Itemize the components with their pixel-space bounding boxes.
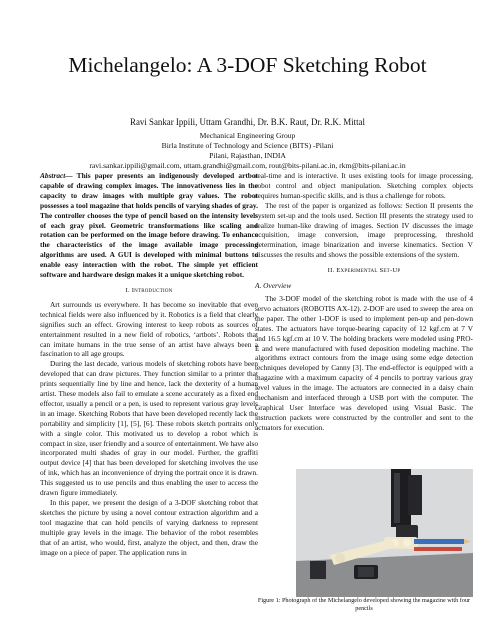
right-column: [255, 171, 473, 433]
affiliation-department: Mechanical Engineering Group: [199, 131, 296, 140]
left-column: [40, 171, 258, 557]
subsection-heading-overview: A. Overview: [255, 281, 292, 291]
overview-paragraph: The 3-DOF model of the sketching robot is made with the use of 4 servo actuators (ROBOTIS AX-12). 2-DOF are used to sweep the area on the paper. The other 1-DOF is used to implement pen-up and pen-down states. The actuators have torque-bearing capacity of 12 kgf.cm at 7 V and 16.5 kgf.cm at 10 V. The holding brackets were modeled using PRO-E and were manufactured with fused deposition modeling machine. The algorithms extract contours from the image using some edge detection techniques developed by Canny [3]. The end-effector is equipped with a magazine with a maximum capacity of 4 pencils to portray various gray level values in the image. The actuators are connected in a daisy chain mechanism and interfaced through a USB port with the computer. The Graphical User Interface was developed using Visual Basic. The instruction packets were constructed by the controller and sent to the actuators for execution.: [255, 293, 473, 432]
abstract-text: This paper presents an indigenously developed artbot capable of drawing complex images. The innovativeness lies in the capacity to draw images with multiple gray values. The robot possesses a tool magazine that holds pencils of varying shades of gray. The controller chooses the type of pencil based on the intensity levels of each gray pixel. Geometric transformations like scaling and rotation can be performed on the image before drawing. To enhance the characteristics of the image available image processing algorithms are used. A GUI is developed with minimal buttons to enable easy interaction with the robot. The simple yet efficient software and hardware design makes it a unique sketching robot.: [40, 171, 258, 280]
author-emails: ravi.sankar.ippili@gmail.com, uttam.grandhi@gmail.com, rout@bits-pilani.ac.in, rkm@bits-pilani.ac.in: [89, 161, 406, 170]
intro-paragraph-3: In this paper, we present the design of a 3-DOF sketching robot that sketches the picture by using a novel contour extraction algorithm and a tool magazine that can hold pencils of varying darkness to represent multiple gray levels in the image. The behavior of the robot resembles that of an artist, who would, first, analyze the object, and then, draw the image on a piece of paper. The application runs in: [40, 498, 258, 557]
paper-title: Michelangelo: A 3-DOF Sketching Robot: [68, 53, 427, 77]
intro-paragraph-1: Art surrounds us everywhere. It has become so inevitable that even technical fields were also influenced by it. Robotics is a field that clearly signifies such an effect. Growing interest to keep robots as sources of entertainment resulted in a new field of robotics, ‘artbots’. Robots that can imitate humans in the true sense of an artist have always been a fascination to all age groups.: [40, 299, 258, 359]
figure-caption: Figure 1: Photograph of the Michelangelo developed showing the magazine with four pencils: [257, 597, 471, 612]
affiliation-institute: Birla Institute of Technology and Science (BITS) -Pilani: [161, 141, 334, 150]
robot-photograph: [296, 469, 473, 597]
organization-paragraph: The rest of the paper is organized as follows: Section II presents the system set-up and the tools used. Section III presents the strategy used to realize human-like drawing of images. Section IV discusses the image acquisition, image conversion, image preprocessing, threshold determination, image binarization and inverse kinematics. Section V discusses the results and shows the possible extensions of the system.: [255, 200, 473, 260]
intro-paragraph-2: During the last decade, various models of sketching robots have been developed that can draw pictures. They function similar to a printer that prints sequentially line by line and hence, lack the dexterity of a human artist. These models also fail to emulate a scene accurately as a fixed end effector, usually a pencil or a pen, is used to represent various gray levels in an image. Sketching Robots that have been developed recently lack the portability and simplicity [1], [5], [6]. These robots sketch portraits only with a single color. This motivated us to develop a robot which is compact in size, user friendly and a source of entertainment. We have also incorporated multi shades of gray in our model. Further, the graffiti output device [4] that has been developed for sketching involves the use of ink, which has an inconvenience of drying the portrait once it is drawn. This suggested us to use pencils and thus enabling the user to access the drawn figure immediately.: [40, 359, 258, 498]
author-list: Ravi Sankar Ippili, Uttam Grandhi, Dr. B.K. Raut, Dr. R.K. Mittal: [130, 117, 365, 127]
affiliation-location: Pilani, Rajasthan, INDIA: [209, 151, 286, 160]
intro-continued-paragraph: real-time and is interactive. It uses existing tools for image processing, robot control and object manipulation. Sketching complex objects requires human-specific skills, and is thus a challenge for robots.: [255, 171, 473, 200]
robot-photo-illustration: [296, 469, 473, 597]
section-heading-experimental-setup: II. Experimental Set-Up: [327, 267, 401, 275]
section-heading-introduction: I. Introduction: [125, 286, 173, 294]
abstract: [40, 171, 258, 280]
abstract-lead: Abstract—: [40, 171, 73, 180]
